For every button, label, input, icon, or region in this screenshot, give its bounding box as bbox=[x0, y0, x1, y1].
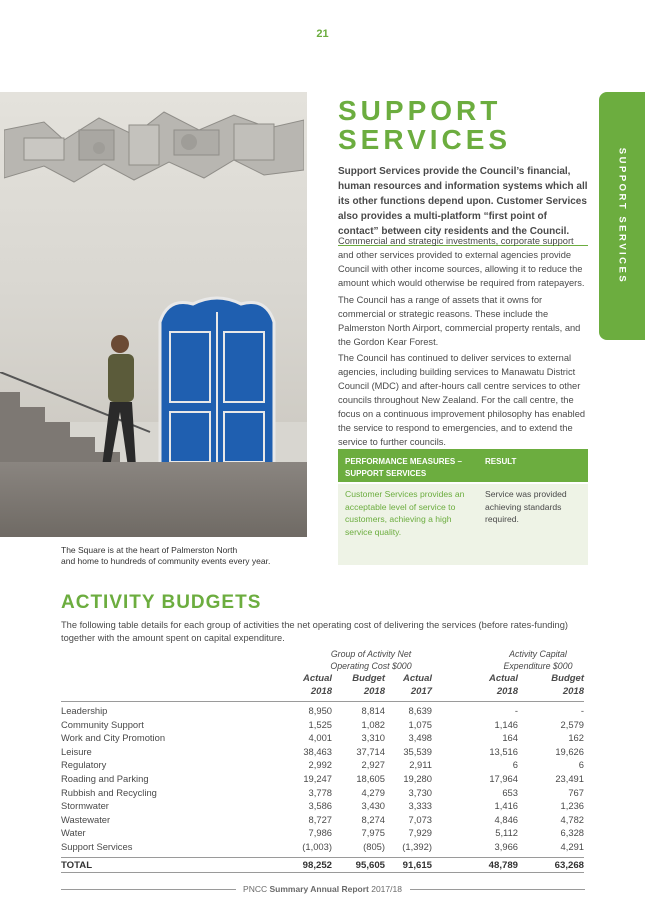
table-cell: 23,491 bbox=[555, 772, 584, 784]
sub-caption-line: and home to hundreds of community events every year. bbox=[61, 556, 271, 566]
budget-table bbox=[61, 701, 584, 873]
column-header bbox=[534, 672, 584, 698]
group-heading-line: Activity Capital bbox=[509, 649, 567, 659]
table-cell: 35,539 bbox=[403, 745, 432, 757]
table-cell: 767 bbox=[568, 786, 584, 798]
table-cell: 3,333 bbox=[408, 800, 432, 812]
row-label: Rubbish and Recycling bbox=[61, 786, 157, 798]
table-cell: 4,291 bbox=[560, 840, 584, 852]
table-cell: 1,082 bbox=[361, 718, 385, 730]
table-cell: 2,911 bbox=[409, 759, 432, 771]
column-year: 2018 bbox=[310, 686, 332, 697]
table-cell: 8,274 bbox=[361, 813, 385, 825]
body-paragraph: The Council has a range of assets that it owns for commercial or strategic reasons. These include the Palmerston North Airport, commercial property rentals, and the Gordon Kear Forest. bbox=[338, 295, 581, 347]
table-cell: 3,498 bbox=[408, 732, 432, 744]
table-cell: 18,605 bbox=[356, 772, 385, 784]
walking-person-icon bbox=[88, 332, 148, 472]
photo-square-door bbox=[0, 92, 307, 537]
table-row bbox=[61, 799, 584, 813]
table-cell: 8,639 bbox=[408, 705, 432, 716]
table-row bbox=[61, 704, 584, 718]
side-tab-label: SUPPORT SERVICES bbox=[616, 147, 628, 285]
table-cell: 2,992 bbox=[308, 759, 332, 771]
page-title bbox=[338, 96, 511, 154]
performance-table bbox=[338, 449, 588, 565]
footer-title: Summary Annual Report bbox=[269, 884, 369, 894]
performance-measure: Customer Services provides an acceptable level of service to customers, achieving a high service quality. bbox=[345, 489, 465, 537]
table-cell: 1,525 bbox=[308, 718, 332, 730]
table-cell: 19,626 bbox=[555, 745, 584, 757]
table-cell: 7,975 bbox=[361, 827, 385, 839]
table-row bbox=[61, 718, 584, 732]
table-cell: 162 bbox=[568, 732, 584, 744]
group-heading-line: Operating Cost $000 bbox=[330, 661, 412, 671]
table-cell: 3,586 bbox=[308, 800, 332, 812]
table-row bbox=[61, 813, 584, 827]
total-cell: 48,789 bbox=[488, 859, 518, 871]
table-cell: 164 bbox=[502, 732, 518, 744]
row-label: Stormwater bbox=[61, 800, 109, 812]
sub-caption-line: The Square is at the heart of Palmerston North bbox=[61, 545, 238, 555]
section-side-tab bbox=[599, 92, 645, 340]
table-cell: 3,778 bbox=[308, 786, 332, 798]
photo-floor bbox=[0, 462, 307, 537]
table-cell: 7,929 bbox=[408, 827, 432, 839]
table-cell: 1,075 bbox=[408, 718, 432, 730]
column-header bbox=[468, 672, 518, 698]
total-cell: 98,252 bbox=[302, 859, 332, 871]
performance-result: Service was provided achieving standards required. bbox=[485, 489, 567, 524]
total-cell: 95,605 bbox=[355, 859, 385, 871]
column-label: Actual bbox=[488, 673, 518, 684]
table-row bbox=[61, 731, 584, 745]
row-label: Water bbox=[61, 827, 86, 839]
column-header bbox=[335, 672, 385, 698]
photo-sub-caption bbox=[61, 545, 321, 567]
group-operating-heading bbox=[316, 648, 426, 672]
table-cell: 13,516 bbox=[489, 745, 518, 757]
table-cell: 38,463 bbox=[303, 745, 332, 757]
column-header bbox=[282, 672, 332, 698]
table-cell: 4,279 bbox=[361, 786, 385, 798]
table-row bbox=[61, 786, 584, 800]
body-paragraph: The Council has continued to deliver services to external agencies, including building services to Manawatu District Council (MDC) and after-hours call centre services to other councils throughout New Zealand. For the call centre, the focus on a continuous improvement philosophy has enabled the service to respond to emergencies, and to extend the service to further councils. bbox=[338, 353, 586, 447]
title-line: SERVICES bbox=[338, 124, 512, 155]
table-cell: 3,966 bbox=[494, 840, 518, 852]
page-number: 21 bbox=[316, 28, 329, 40]
performance-header bbox=[338, 449, 588, 482]
row-label: Leisure bbox=[61, 745, 92, 757]
total-cell: 63,268 bbox=[554, 859, 584, 871]
table-cell: 8,950 bbox=[308, 705, 332, 716]
column-year: 2018 bbox=[562, 686, 584, 697]
intro-paragraph: Support Services provide the Council’s financial, human resources and information systems which all its other functions depend upon. Customer Services also provides a multi-platform “first point of contact” between city residents and the Council. bbox=[338, 164, 588, 246]
table-cell: 8,814 bbox=[361, 705, 385, 716]
body-paragraph: Commercial and strategic investments, corporate support and other services provided to external agencies provide Council with other income sources, allowing it to reduce the amount which would otherwise be required from ratepayers. bbox=[338, 236, 585, 288]
table-cell: 5,112 bbox=[495, 827, 518, 839]
table-cell: 37,714 bbox=[356, 745, 385, 757]
column-year: 2018 bbox=[363, 686, 385, 697]
budgets-title: ACTIVITY BUDGETS bbox=[61, 592, 262, 613]
table-row bbox=[61, 758, 584, 772]
table-cell: 4,846 bbox=[494, 813, 518, 825]
metal-mural-icon bbox=[4, 100, 304, 205]
table-cell: 1,146 bbox=[494, 718, 518, 730]
column-label: Budget bbox=[352, 673, 385, 684]
performance-header-result: RESULT bbox=[485, 457, 517, 466]
row-label: Community Support bbox=[61, 718, 144, 730]
table-cell: 17,964 bbox=[489, 772, 518, 784]
footer-prefix: PNCC bbox=[243, 884, 268, 894]
table-cell: 4,001 bbox=[308, 732, 332, 744]
budgets-description: The following table details for each group of activities the net operating cost of delivering the services (before rates-funding) together with the amount spent on capital expenditure. bbox=[61, 620, 568, 643]
table-cell: 4,782 bbox=[560, 813, 584, 825]
table-cell: 7,986 bbox=[308, 827, 332, 839]
row-label: Work and City Promotion bbox=[61, 732, 166, 744]
footer bbox=[0, 884, 645, 894]
row-label: Roading and Parking bbox=[61, 772, 149, 784]
table-cell: 19,280 bbox=[403, 772, 432, 784]
table-cell: - bbox=[514, 705, 518, 716]
table-cell: 1,416 bbox=[494, 800, 518, 812]
table-cell: 1,236 bbox=[560, 800, 584, 812]
performance-header-measure: PERFORMANCE MEASURES – SUPPORT SERVICES bbox=[345, 457, 462, 478]
title-line: SUPPORT bbox=[338, 95, 502, 126]
column-label: Actual bbox=[302, 673, 332, 684]
table-total-row bbox=[61, 857, 584, 873]
table-cell: 653 bbox=[502, 786, 518, 798]
table-cell: - bbox=[580, 705, 584, 716]
table-cell: 8,727 bbox=[308, 813, 332, 825]
row-label: Leadership bbox=[61, 705, 108, 716]
table-cell: 2,927 bbox=[361, 759, 385, 771]
table-cell: 6,328 bbox=[560, 827, 584, 839]
table-cell: 3,430 bbox=[361, 800, 385, 812]
row-label: Wastewater bbox=[61, 813, 111, 825]
table-cell: 3,730 bbox=[408, 786, 432, 798]
table-cell: 7,073 bbox=[408, 813, 432, 825]
group-heading-line: Expenditure $000 bbox=[503, 661, 573, 671]
table-cell: (1,392) bbox=[402, 840, 432, 852]
column-label: Actual bbox=[402, 673, 432, 684]
table-cell: 19,247 bbox=[303, 772, 332, 784]
group-heading-line: Group of Activity Net bbox=[330, 649, 412, 659]
table-cell: (805) bbox=[363, 840, 385, 852]
column-year: 2018 bbox=[496, 686, 518, 697]
column-year: 2017 bbox=[410, 686, 432, 697]
table-cell: 6 bbox=[512, 759, 518, 771]
table-row bbox=[61, 840, 584, 854]
table-row bbox=[61, 826, 584, 840]
group-capital-heading bbox=[483, 648, 593, 672]
footer-suffix: 2017/18 bbox=[371, 884, 402, 894]
blue-door-icon bbox=[158, 292, 276, 470]
row-label: Regulatory bbox=[61, 759, 107, 771]
performance-row bbox=[338, 484, 588, 565]
total-label: TOTAL bbox=[61, 859, 93, 871]
column-header bbox=[382, 672, 432, 698]
table-row bbox=[61, 745, 584, 759]
row-label: Support Services bbox=[61, 840, 133, 852]
table-cell: 2,579 bbox=[560, 718, 584, 730]
total-cell: 91,615 bbox=[402, 859, 432, 871]
column-label: Budget bbox=[551, 673, 584, 684]
table-row bbox=[61, 772, 584, 786]
table-cell: 6 bbox=[578, 759, 584, 771]
table-cell: (1,003) bbox=[302, 840, 332, 852]
table-cell: 3,310 bbox=[361, 732, 385, 744]
